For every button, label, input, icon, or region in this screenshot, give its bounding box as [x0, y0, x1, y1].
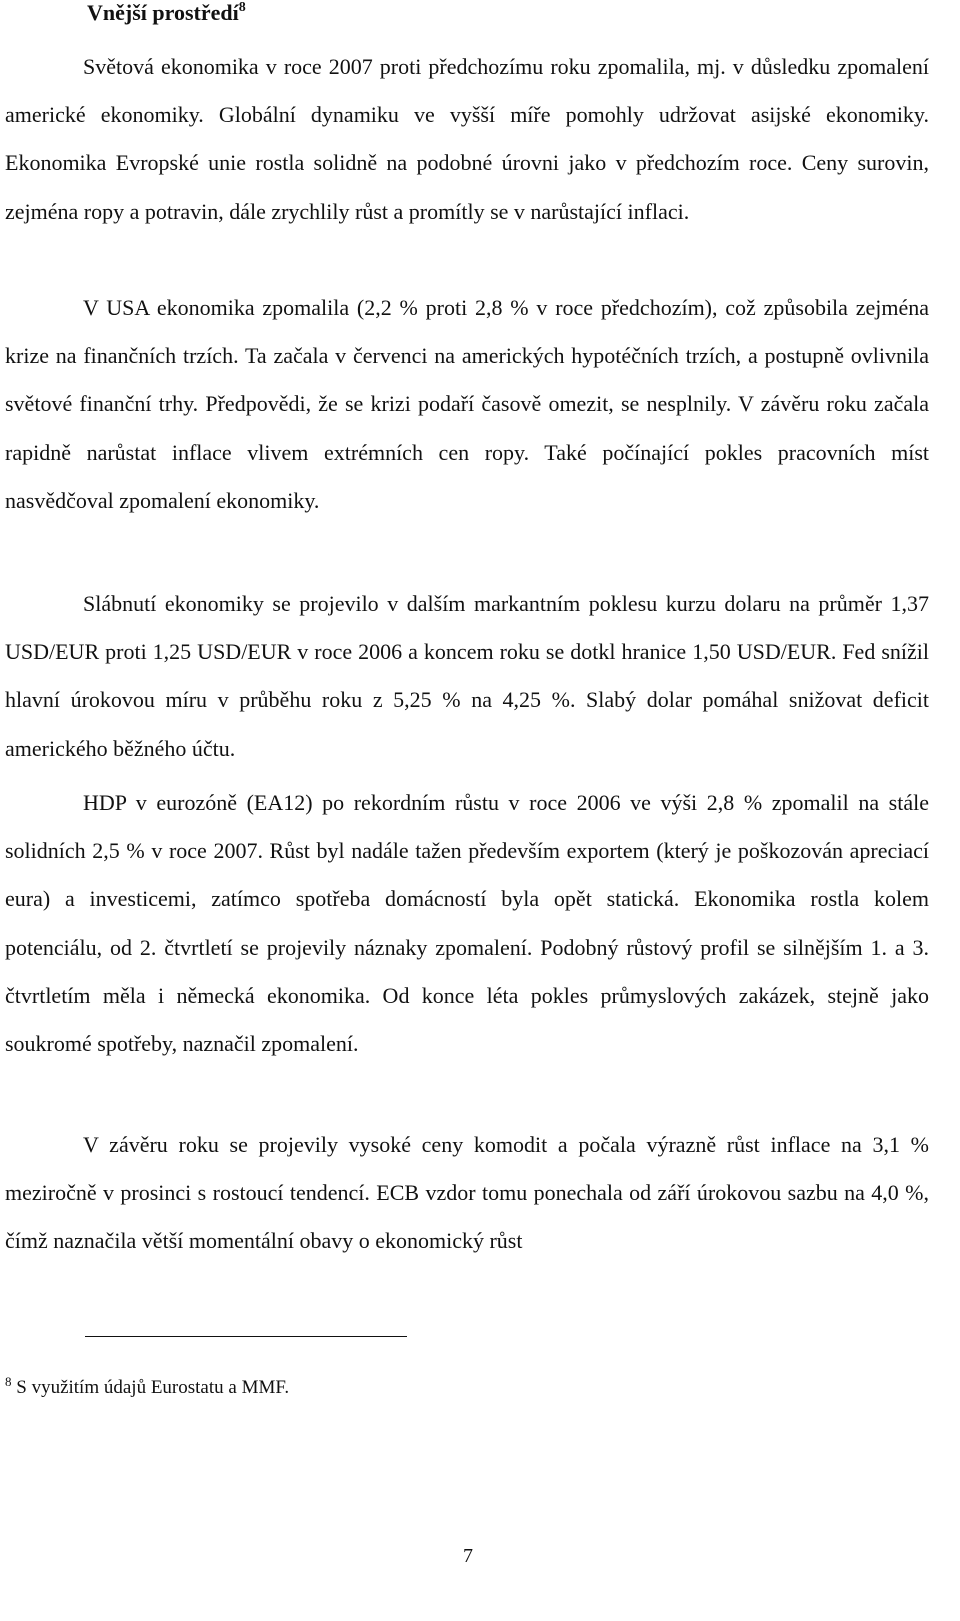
- paragraph-dollar-exchange-rate: Slábnutí ekonomiky se projevilo v dalším markantním poklesu kurzu dolaru na průměr 1,37 USD/EUR proti 1,25 USD/EUR v roce 2006 a koncem roku se dotkl hranice 1,50 USD/EUR. Fed snížil hlavní úrokovou míru v průběhu roku z 5,25 % na 4,25 %. Slabý dolar pomáhal snižovat deficit amerického běžného účtu.: [5, 591, 929, 761]
- paragraph-usa-economy: V USA ekonomika zpomalila (2,2 % proti 2,8 % v roce předchozím), což způsobila zejména krize na finančních trzích. Ta začala v červenci na amerických hypotéčních trzích, a postupně ovlivnila světové finanční trhy. Předpovědi, že se krizi podaří časově omezit, se nesplnily. V závěru roku začala rapidně narůstat inflace vlivem extrémních cen ropy. Také počínající pokles pracovních míst nasvědčoval zpomalení ekonomiky.: [5, 295, 929, 513]
- paragraph-world-economy: Světová ekonomika v roce 2007 proti předchozímu roku zpomalila, mj. v důsledku zpomalení americké ekonomiky. Globální dynamiku ve vyšší míře pomohly udržovat asijské ekonomiky. Ekonomika Evropské unie rostla solidně na podobné úrovni jako v předchozím roce. Ceny surovin, zejména ropy a potravin, dále zrychlily růst a promítly se v narůstající inflaci.: [5, 54, 929, 224]
- footnote-separator: [85, 1336, 407, 1337]
- footnote-number: 8: [5, 1374, 12, 1389]
- paragraph-inflation-ecb: V závěru roku se projevily vysoké ceny komodit a počala výrazně růst inflace na 3,1 % meziročně v prosinci s rostoucí tendencí. ECB vzdor tomu ponechala od září úrokovou sazbu na 4,0 %, čímž naznačila větší momentální obavy o ekonomický růst: [5, 1132, 929, 1254]
- footnote: [5, 1376, 289, 1401]
- page-number: 7: [463, 1545, 473, 1567]
- footnote-reference: 8: [238, 0, 246, 15]
- paragraph-eurozone-gdp: HDP v eurozóně (EA12) po rekordním růstu v roce 2006 ve výši 2,8 % zpomalil na stále solidních 2,5 % v roce 2007. Růst byl nadále tažen především exportem (který je poškozován apreciací eura) a investicemi, zatímco spotřeba domácností byla opět statická. Ekonomika rostla kolem potenciálu, od 2. čtvrtletí se projevily náznaky zpomalení. Podobný růstový profil se silnějším 1. a 3. čtvrtletím měla i německá ekonomika. Od konce léta pokles průmyslových zakázek, stejně jako soukromé spotřeby, naznačil zpomalení.: [5, 790, 929, 1057]
- footnote-text: S využitím údajů Eurostatu a MMF.: [16, 1377, 290, 1398]
- section-heading: [87, 0, 246, 30]
- section-heading-text: Vnější prostředí: [87, 0, 239, 25]
